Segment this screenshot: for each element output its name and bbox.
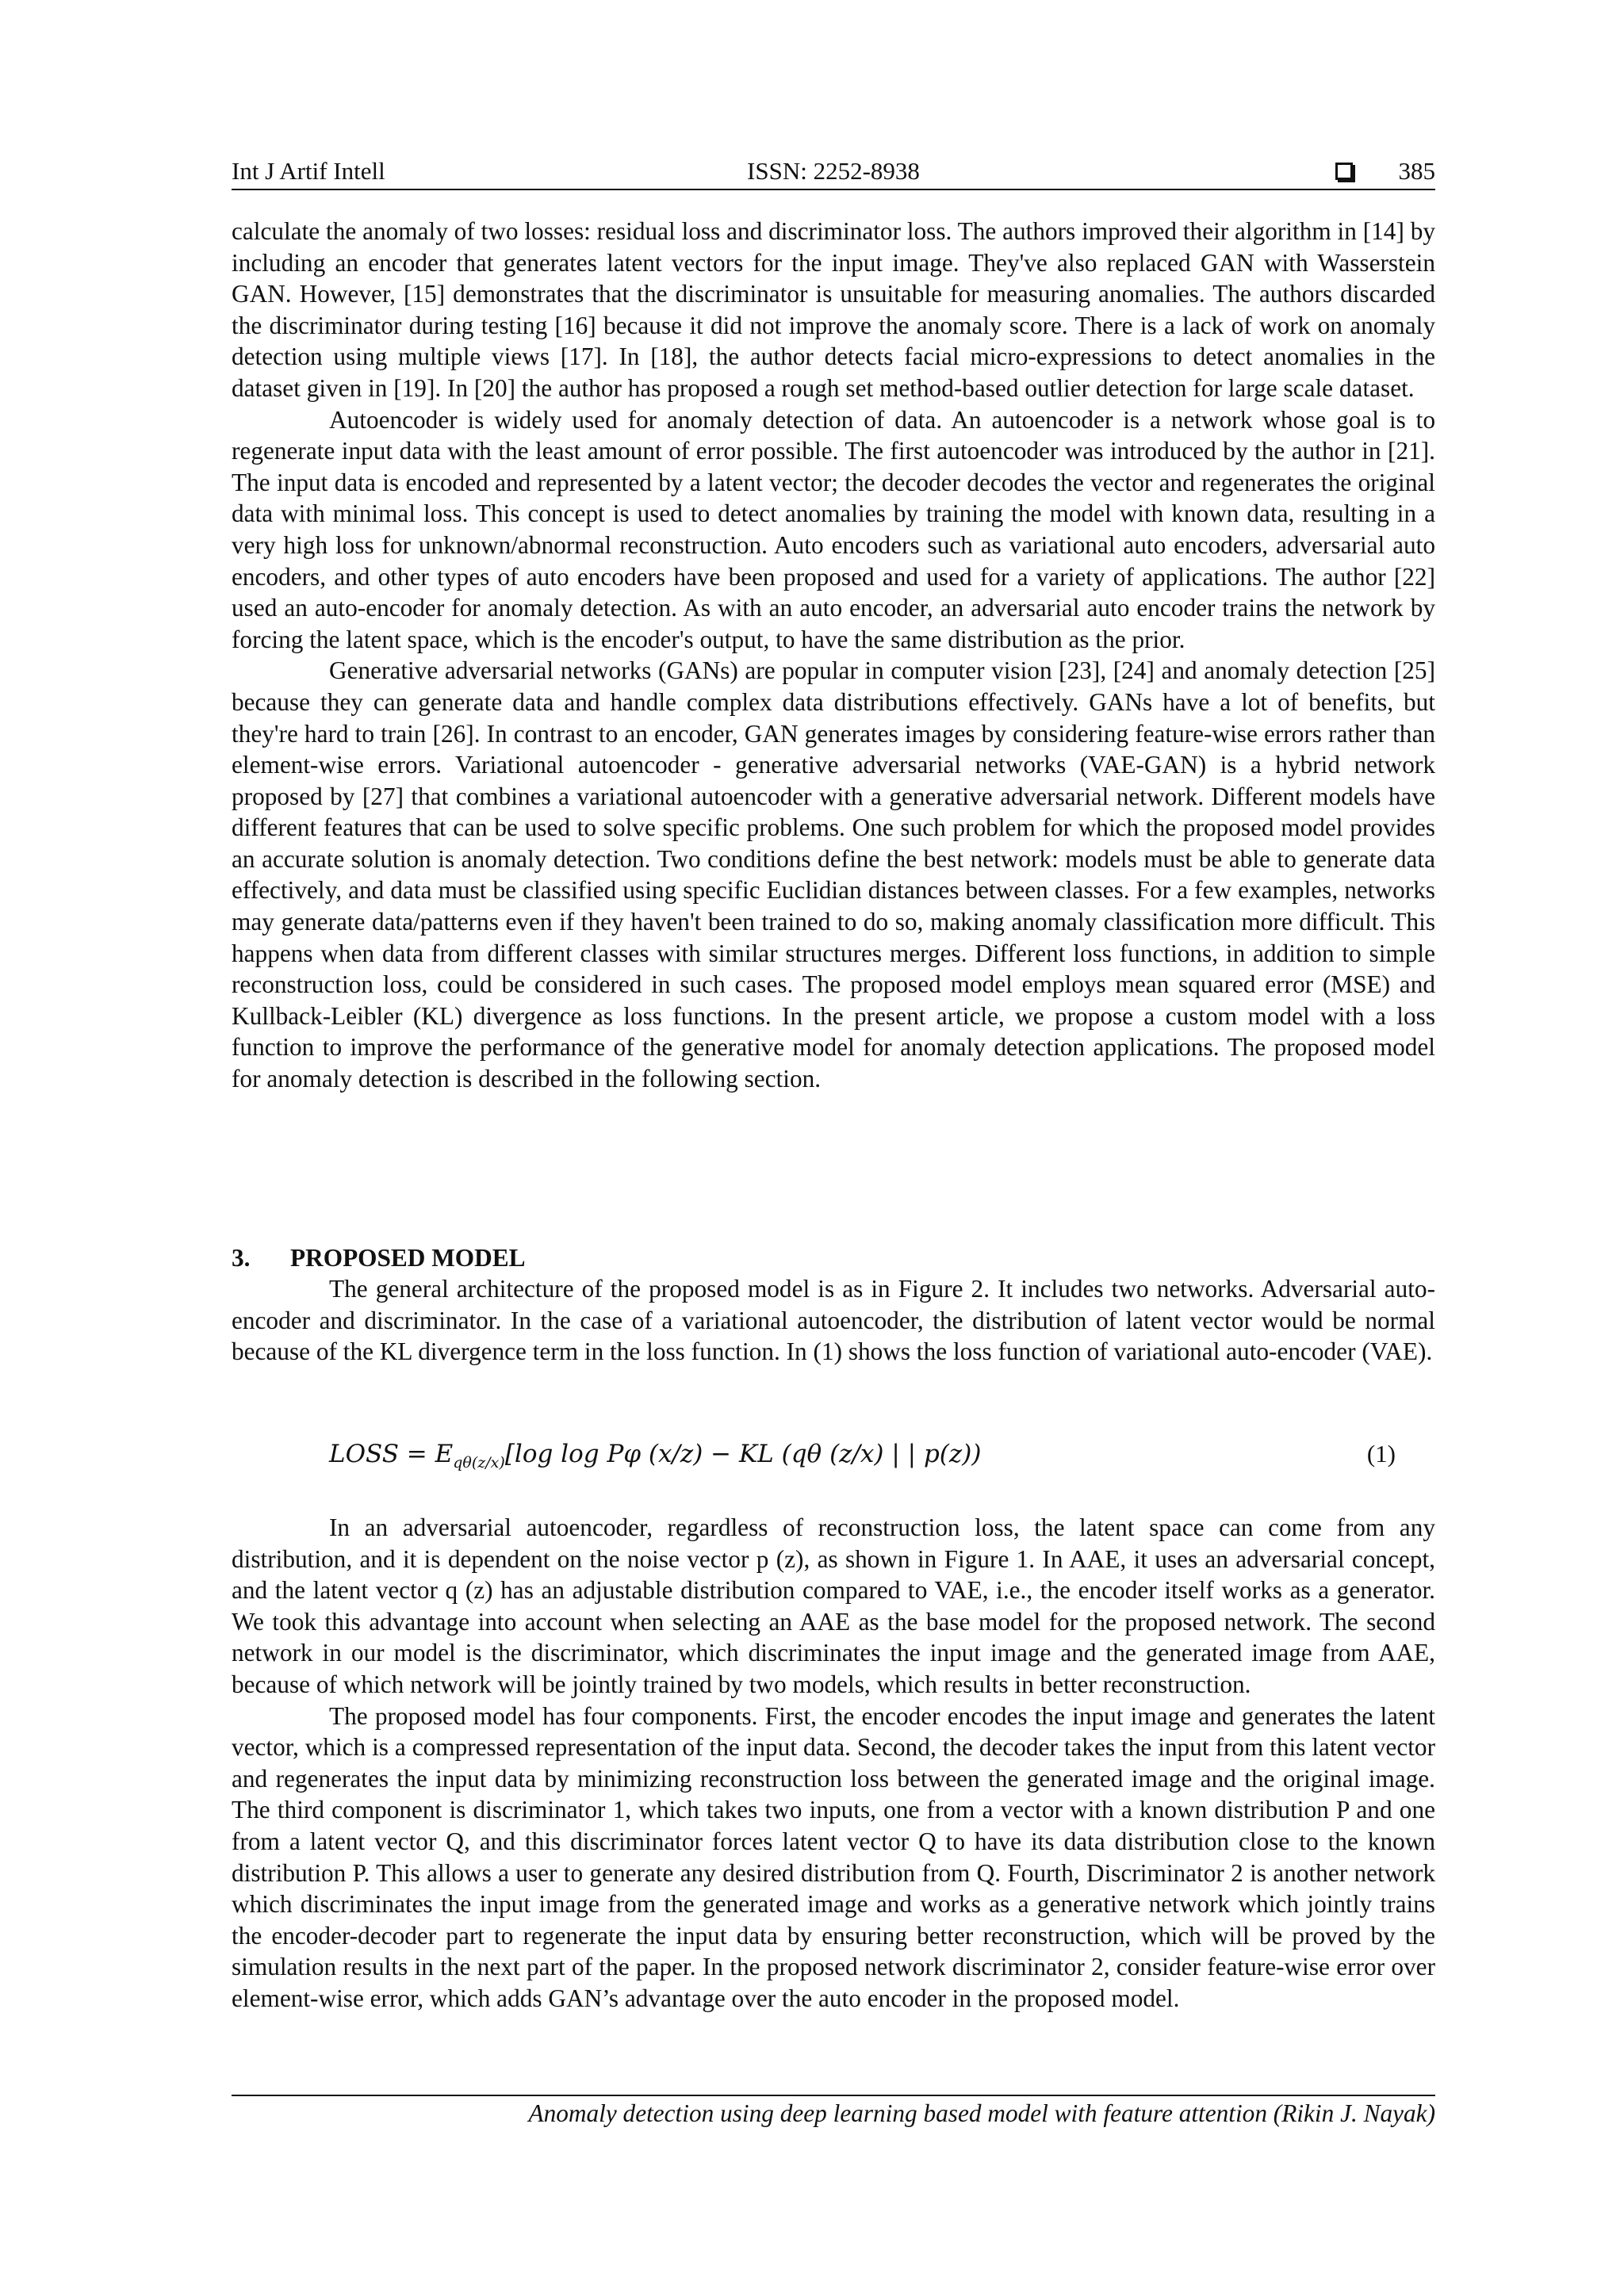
equation-number: (1) (1366, 1440, 1396, 1468)
journal-name: Int J Artif Intell (232, 157, 385, 185)
body-text-top (232, 216, 1435, 1095)
section-heading (232, 1242, 525, 1274)
equation-1 (232, 1432, 1435, 1487)
body-text-section (232, 1273, 1435, 1368)
paragraph: The proposed model has four components. First, the encoder encodes the input image and generates the latent vector, which is a compressed representation of the input data. Second, the decoder takes the input from this latent vector and regenerates the input data by minimizing reconstruction loss between the generated image and the original image. The third component is discriminator 1, which takes two inputs, one from a vector with a known distribution P and one from a latent vector Q, and this discriminator forces latent vector Q to have its data distribution close to the known distribution P. This allows a user to generate any desired distribution from Q. Fourth, Discriminator 2 is another network which discriminates the input image from the generated image and works as a generative network which jointly trains the encoder-decoder part to regenerate the input data by ensuring better reconstruction, which will be proved by the simulation results in the next part of the paper. In the proposed network discriminator 2, consider feature-wise error over element-wise error, which adds GAN’s advantage over the auto encoder in the proposed model. (232, 1701, 1435, 2012)
paragraph: In an adversarial autoencoder, regardless of reconstruction loss, the latent space can come from any distribution, and it is dependent on the noise vector p (z), as shown in Figure 1. In AAE, it uses an adversarial concept, and the latent vector q (z) has an adjustable distribution compared to VAE, i.e., the encoder itself works as a generator. We took this advantage into account when selecting an AAE as the base model for the proposed network. The second network in our model is the discriminator, which discriminates the input image and the generated image from AAE, because of which network will be jointly trained by two models, which results in better reconstruction. (232, 1513, 1435, 1698)
paragraph: The general architecture of the proposed model is as in Figure 2. It includes two networks. Adversarial auto-encoder and discriminator. In the case of a variational autoencoder, the distribution of latent vector would be normal because of the KL divergence term in the loss function. In (1) shows the loss function of variational auto-encoder (VAE). (232, 1275, 1435, 1366)
paragraph: Generative adversarial networks (GANs) are popular in computer vision [23], [24] and anomaly detection [25] because they can generate data and handle complex data distributions effectively. GANs have a lot of benefits, but they're hard to train [26]. In contrast to an encoder, GAN generates images by considering feature-wise errors rather than element-wise errors. Variational autoencoder - generative adversarial networks (VAE-GAN) is a hybrid network proposed by [27] that combines a variational autoencoder with a generative adversarial network. Different models have different features that can be used to solve specific problems. One such problem for which the proposed model provides an accurate solution is anomaly detection. Two conditions define the best network: models must be able to generate data effectively, and data must be classified using specific Euclidian distances between classes. For a few examples, networks may generate data/patterns even if they haven't been trained to do so, making anomaly classification more difficult. This happens when data from different classes with similar structures merges. Different loss functions, in addition to simple reconstruction loss, could be considered in such cases. The proposed model employs mean squared error (MSE) and Kullback-Leibler (KL) divergence as loss functions. In the present article, we propose a custom model with a loss function to improve the performance of the generative model for anomaly detection applications. The proposed model for anomaly detection is described in the following section. (232, 656, 1435, 1093)
square-box-icon (1335, 163, 1353, 180)
section-number: 3. (232, 1244, 251, 1272)
running-header (232, 155, 1435, 190)
running-footer: Anomaly detection using deep learning based model with feature attention (Rikin J. Nayak) (528, 2099, 1435, 2127)
paragraph: Autoencoder is widely used for anomaly detection of data. An autoencoder is a network whose goal is to regenerate input data with the least amount of error possible. The first autoencoder was introduced by the author in [21]. The input data is encoded and represented by a latent vector; the decoder decodes the vector and regenerates the original data with minimal loss. This concept is used to detect anomalies by training the model with known data, resulting in a very high loss for unknown/abnormal reconstruction. Auto encoders such as variational auto encoders, adversarial auto encoders, and other types of auto encoders have been proposed and used for a variety of applications. The author [22] used an auto-encoder for anomaly detection. As with an auto encoder, an adversarial auto encoder trains the network by forcing the latent space, which is the encoder's output, to have the same distribution as the prior. (232, 405, 1435, 653)
page-number-group (1335, 155, 1436, 187)
paragraph: calculate the anomaly of two losses: residual loss and discriminator loss. The authors improved their algorithm in [14] by including an encoder that generates latent vectors for the input image. They've also replaced GAN with Wasserstein GAN. However, [15] demonstrates that the discriminator is unsuitable for measuring anomalies. The authors discarded the discriminator during testing [16] because it did not improve the anomaly score. There is a lack of work on anomaly detection using multiple views [17]. In [18], the author detects facial micro-expressions to detect anomalies in the dataset given in [19]. In [20] the author has proposed a rough set method-based outlier detection for large scale dataset. (232, 217, 1435, 402)
issn: ISSN: 2252-8938 (747, 157, 920, 185)
equation-expression: LOSS = $E_{q\theta(z/x)}[\log$ log Pφ (x/z) − KL (qθ (z/x) | | p(z)) (329, 1440, 982, 1472)
header-rule (232, 189, 1435, 190)
body-text-bottom (232, 1512, 1435, 2015)
footer-rule (232, 2095, 1435, 2096)
page-number: 385 (1398, 157, 1435, 185)
section-title: PROPOSED MODEL (290, 1244, 526, 1272)
